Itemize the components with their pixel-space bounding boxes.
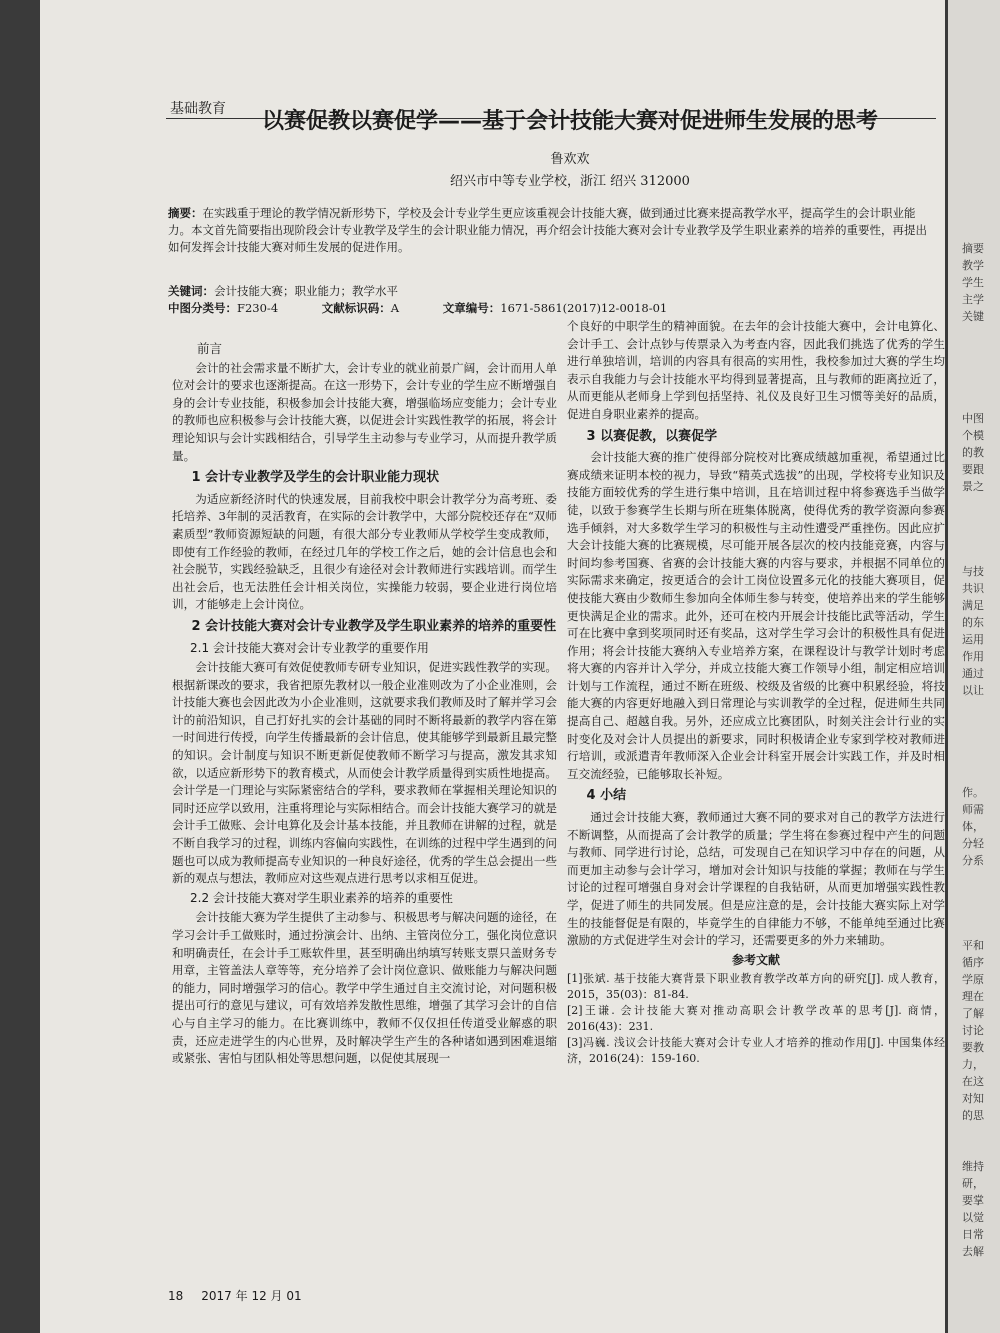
references-title: 参考文献 [731,952,780,967]
reference-item: [2]王谦. 会计技能大赛对推动高职会计教学改革的思考[J]. 商情，2016(43)：231. [567,1004,945,1034]
next-page-fragment: 以让 [962,684,984,697]
abstract-label: 摘要： [168,206,203,220]
next-page-fragment: 以觉 [962,1211,984,1224]
abstract [168,205,938,256]
next-page-fragment: 主学 [962,293,984,306]
next-page-fragment: 循序 [962,956,984,969]
next-page-fragment: 研， [962,1177,984,1190]
heading-2-1: 2.1 会计技能大赛对会计专业教学的重要作用 [190,640,429,655]
reference-item: [1]张斌. 基于技能大赛背景下职业教育教学改革方向的研究[J]. 成人教育，2015，35(03)：81-84. [567,972,945,1002]
doc-code: A [390,301,400,315]
heading-4: 4 小结 [586,788,627,804]
paragraph-preface: 会计的社会需求量不断扩大，会计专业的就业前景广阔，会计而用人单位对会计的要求也逐渐提高。在这一形势下，会计专业的学生应不断增强自身的会计专业技能，积极参加会计技能大赛，增强临场应变能力；会计专业的教师也应积极参与会计技能大赛，以促进会计实践性教学的拓展，将会计理论知识与会计实践相结合，引导学生主动参与专业学习，从而提升教学质量。 [172,360,557,463]
next-page-fragment: 个模 [962,429,984,442]
paragraph-continued: 个良好的中职学生的精神面貌。在去年的会计技能大赛中，会计电算化、会计手工、会计点钞与传票录入为考查内容，因此我们挑选了优秀的学生进行单独培训，培训的内容具有很高的实用性，我校参加过大赛的学生均表示自我能力与会计技能水平均得到显著提高，且与教师的距离拉近了，从而更能从老师身上学到包括坚持、礼仪及良好卫生习惯等美好的品质，促进自身职业素养的提高。 [567,319,945,421]
next-page-edge [948,0,1000,1333]
next-page-fragment: 的东 [962,616,984,629]
doc-code-label: 文献标识码： [321,301,391,315]
next-page-fragment: 力， [962,1058,984,1071]
heading-3: 3 以赛促教，以赛促学 [586,428,718,444]
issue-date: 2017 年 12 月 01 [201,1289,302,1303]
next-page-fragment: 通过 [962,667,984,680]
next-page-fragment: 要跟 [962,463,984,476]
article-no: 1671-5861(2017)12-0018-01 [500,301,668,315]
next-page-fragment: 作。 [962,786,984,799]
next-page-fragment: 分轻 [962,837,984,850]
next-page-fragment: 在这 [962,1075,984,1088]
next-page-fragment: 体， [962,820,984,833]
reference-item: [3]冯巍. 浅议会计技能大赛对会计专业人才培养的推动作用[J]. 中国集体经济，2016(24)：159-160. [567,1036,945,1066]
journal-page [40,0,945,1333]
page-footer [168,1287,320,1304]
classification-line [168,300,945,317]
next-page-fragment: 景之 [962,480,984,493]
clc-code: F230-4 [237,301,279,315]
next-page-fragment: 要掌 [962,1194,984,1207]
next-page-fragment: 维持 [962,1160,984,1173]
next-page-fragment: 理在 [962,990,984,1003]
paragraph-1: 为适应新经济时代的快速发展，目前我校中职会计教学分为高考班、委托培养、3年制的灵活教育，在实际的会计教学中，大部分院校还存在“双师素质型”教师资源短缺的问题，有很大部分专业教师从学校学生变成教师，即使有工作经验的教师，在经过几年的学校工作之后，她的会计信息也会和社会脱节，实践经验缺乏，且很少有途径对会计教师进行实践培训。而学生出社会后，也无法胜任会计相关岗位，实操能力较弱，要企业进行岗位培训，才能够走上会计岗位。 [172,491,557,612]
article-title: 以赛促教以赛促学——基于会计技能大赛对促进师生发展的思考 [261,109,878,134]
keywords: 会计技能大赛；职业能力；教学水平 [214,284,398,298]
article-author: 鲁欢欢 [550,152,590,167]
section-tag: 基础教育 [170,101,226,117]
next-page-fragment: 去解 [962,1245,984,1258]
article-affiliation: 绍兴市中等专业学校，浙江 绍兴 312000 [450,174,690,189]
heading-2: 2 会计技能大赛对会计专业教学及学生职业素养的培养的重要性 [191,618,557,634]
right-column [567,318,945,1067]
next-page-fragment: 学原 [962,973,984,986]
next-page-fragment: 师需 [962,803,984,816]
paragraph-3: 会计技能大赛的推广使得部分院校对比赛成绩越加重视，希望通过比赛成绩来证明本校的视力，导致“精英式选拔”的出现，学校将专业知识及技能方面较优秀的学生进行集中培训，且在培训过程中将参赛选手当做学徒，以致于参赛学生长期与所在班集体脱离，使得优秀的教学资源向参赛选手倾斜，对大多数学生学习的积极性与主动性遭受严重挫伤。因此应扩大会计技能大赛的比赛规模，尽可能开展各层次的校内技能竞赛，内容与时间均参考国赛、省赛的会计技能大赛的内容与要求，并根据不同单位的实际需求来确定，按更适合的会计工岗位设置多元化的技能大赛项目，促使技能大赛由少数师生参加向全体师生参与转变，使培养出来的学生能够更快满足企业的需求。此外，还可在校内开展会计技能比武等活动，学生可在比赛中拿到奖项同时还有奖品，这对学生学习会计的积极性具有促进作用；将会计技能大赛纳入专业培养方案，在课程设计与教学计划时考虑将大赛的内容并计入学分，并成立技能大赛工作领导小组，制定相应培训计划与工作流程，通过不断在班级、校级及省级的比赛中积累经验，将技能大赛的内容更好地融入到日常理论与实训教学的全过程，促进师生共同提高自己、超越自我。另外，还应成立比赛团队，时刻关注会计行业的实时变化及对会计人员提出的新要求，同时积极请企业专家到学校对教师进行培训，或派遣青年教师深入企业会计科室开展会计实践工作，并及时相互交流经验，已能够取长补短。 [567,450,945,781]
next-page-fragment: 中图 [962,412,984,425]
next-page-fragment: 平和 [962,939,984,952]
next-page-fragment: 的思 [962,1109,984,1122]
next-page-fragment: 作用 [962,650,984,663]
next-page-fragment: 分系 [962,854,984,867]
keywords-label: 关键词： [168,284,214,298]
next-page-fragment: 满足 [962,599,984,612]
paragraph-2-1: 会计技能大赛可有效促使教师专研专业知识，促进实践性教学的实现。根据新课改的要求，我省把原先教材以一般企业准则改为了小企业准则，会计技能大赛也会因此改为小企业准则，这就要求我们教师及时了解并学习会计的前沿知识，自己打好扎实的会计基础的同时不断将最新的教学内容在第一时间进行传授，向学生传播最新的会计信息，使其能够学到最新且最完整的知识。会计制度与知识不断更新促使教师不断学习与提高，激发其求知欲，以适应新形势下的教育模式，从而使会计教学质量得到实质性地提高。会计学是一门理论与实际紧密结合的学科，要求教师在掌握相关理论知识的同时还应学以致用，注重将理论与实际相结合。而会计技能大赛学习的就是会计手工做账、会计电算化及会计基本技能，并且教师在讲解的过程，就是不断自我学习的过程，训练内容偏向实践性，在训练的过程中学生遇到的问题也可以成为教师提高专业知识的一种良好途径，优秀的学生总会提出一些新的观点与想法，教师应对这些观点进行思考以求相互促进。 [172,660,557,886]
next-page-fragment: 要教 [962,1041,984,1054]
next-page-fragment: 运用 [962,633,984,646]
next-page-fragment: 了解 [962,1007,984,1020]
next-page-fragment: 教学 [962,259,984,272]
page-number: 18 [168,1289,184,1303]
next-page-fragment: 日常 [962,1228,984,1241]
next-page-fragment: 对知 [962,1092,984,1105]
clc-label: 中图分类号： [168,301,237,315]
heading-2-2: 2.2 会计技能大赛对学生职业素养的培养的重要性 [190,890,453,905]
abstract-text: 在实践重于理论的教学情况新形势下，学校及会计专业学生更应该重视会计技能大赛，做到通过比赛来提高教学水平，提高学生的会计职业能力。本文首先简要指出现阶段会计专业教学及学生的会计职业能力情况，再介绍会计技能大赛对会计专业教学及学生职业素养的培养的重要性，再提出如何发挥会计技能大赛对师生发展的促进作用。 [168,206,927,254]
next-page-fragment: 讨论 [962,1024,984,1037]
keywords-line [168,283,945,300]
paragraph-4: 通过会计技能大赛，教师通过大赛不同的要求对自己的教学方法进行不断调整，从而提高了会计教学的质量；学生将在参赛过程中产生的问题与教师、同学进行讨论，总结，可发现自己在知识学习中存在的问题，从而更加主动参与会计学习，增加对会计知识与技能的掌握；教师在与学生讨论的过程可增强自身对会计学课程的自我钻研，从而更加增强实践性教学，促进了师生的共同发展。但是应注意的是，会计技能大赛实际上对学生的技能督促是有限的，毕竟学生的自律能力不够，不能单纯至通过比赛激励的方式促进学生对会计的学习，还需要更多的外力来辅助。 [567,810,945,948]
paragraph-2-2: 会计技能大赛为学生提供了主动参与、积极思考与解决问题的途径，在学习会计手工做账时，通过扮演会计、出纳、主管岗位分工，强化岗位意识和明确责任，在会计手工账软件里，甚至明确出纳填写转账支票只盖财务专用章，主管盖法人章等等，充分培养了会计岗位意识、做账能力与解决问题的能力，同时增强学习的信心。教学中学生通过自主交流讨论，对问题积极提出可行的意见与建议，可有效培养发散性思维，增强了其学习会计的自信心与自主学习的能力。在比赛训练中，教师不仅仅担任传道受业解惑的职责，还应走进学生的内心世界，及时解决学生产生的各种诸如遇到困难退缩或紧张、害怕与团队相处等思想问题，以促使其展现一 [172,910,557,1066]
left-column [172,338,557,1068]
next-page-fragment: 学生 [962,276,984,289]
references [567,952,945,1068]
next-page-fragment: 与技 [962,565,984,578]
next-page-fragment: 共识 [962,582,984,595]
next-page-fragment: 关键 [962,310,984,323]
next-page-fragment: 摘要 [962,242,984,255]
article-no-label: 文章编号： [442,301,501,315]
heading-preface: 前言 [197,341,223,356]
keywords-block [168,283,945,317]
heading-1: 1 会计专业教学及学生的会计职业能力现状 [191,470,440,486]
next-page-fragment: 的教 [962,446,984,459]
